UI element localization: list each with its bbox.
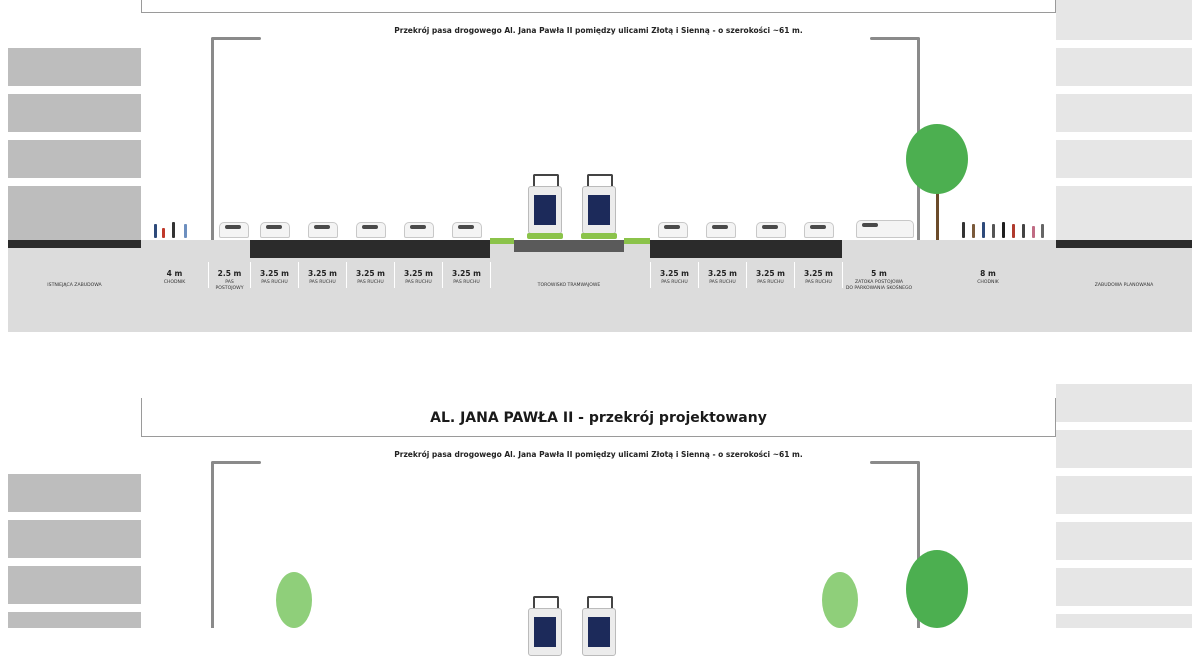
segment-width: 3.25 m xyxy=(308,269,337,278)
segment-width: 5 m xyxy=(871,269,887,278)
segment-width: 8 m xyxy=(980,269,996,278)
pedestrian-icon xyxy=(1032,226,1035,238)
car-icon xyxy=(308,222,338,238)
lamp-arm-left xyxy=(211,37,261,40)
tree-crown-left xyxy=(276,572,312,628)
pedestrian-icon xyxy=(962,222,965,238)
building-left-block-5 xyxy=(8,474,141,512)
zone-label-right: ZABUDOWA PLANOWANA xyxy=(1094,283,1154,288)
building-right-block-10 xyxy=(1056,568,1192,606)
car-icon xyxy=(706,222,736,238)
building-right-block-11 xyxy=(1056,614,1192,628)
tree-crown-right xyxy=(906,124,968,194)
building-left-block-3 xyxy=(8,140,141,178)
tree-crown-middle-right xyxy=(822,572,858,628)
building-left-block-2 xyxy=(8,94,141,132)
pedestrian-icon xyxy=(982,222,985,238)
suv-icon xyxy=(856,220,914,238)
building-right-block-8 xyxy=(1056,476,1192,514)
projected-frame-left xyxy=(141,398,142,436)
building-right-block-7 xyxy=(1056,430,1192,468)
building-right-block-9 xyxy=(1056,522,1192,560)
building-left-block-1 xyxy=(8,48,141,86)
segment-name: ZATOKA POSTOJOWA DO PARKOWANIA SKOŚNEGO xyxy=(845,280,913,291)
pedestrian-icon xyxy=(1002,222,1005,238)
pedestrian-icon xyxy=(972,224,975,238)
segment-name: PAS RUCHU xyxy=(261,280,288,285)
segment-width: 2.5 m xyxy=(217,269,242,278)
pedestrian-icon xyxy=(184,224,187,238)
tram-green-strip-right xyxy=(624,238,650,244)
car-icon xyxy=(452,222,482,238)
segment-width: 3.25 m xyxy=(452,269,481,278)
segment-divider xyxy=(490,262,491,288)
existing-subtitle: Przekrój pasa drogowego Al. Jana Pawła II pomiędzy ulicami Złotą i Sienną - o szerokości ~61 m. xyxy=(394,26,803,35)
segment-name: CHODNIK xyxy=(977,280,999,285)
projected-frame-right xyxy=(1055,398,1056,436)
tram-track-bed xyxy=(514,240,624,252)
segment-width: 3.25 m xyxy=(660,269,689,278)
car-icon xyxy=(658,222,688,238)
tree-crown-right xyxy=(906,550,968,628)
segment-name: PAS RUCHU xyxy=(357,280,384,285)
segment-name: PAS POSTOJOWY xyxy=(215,280,244,291)
lamp-pole-left xyxy=(211,462,214,628)
projected-title: AL. JANA PAWŁA II - przekrój projektowany xyxy=(430,410,767,426)
top-frame-right xyxy=(1055,0,1056,12)
car-icon xyxy=(804,222,834,238)
pedestrian-icon xyxy=(1041,224,1044,238)
projected-frame-line xyxy=(141,436,1056,437)
segment-name: PAS RUCHU xyxy=(757,280,784,285)
top-frame-left xyxy=(141,0,142,12)
building-right-block-6 xyxy=(1056,384,1192,422)
lamp-arm-right xyxy=(870,37,920,40)
segment-name: PAS RUCHU xyxy=(661,280,688,285)
segment-name: PAS RUCHU xyxy=(309,280,336,285)
building-right-block-2 xyxy=(1056,48,1192,86)
carriageway-left xyxy=(250,240,490,258)
tram-zone-label: TOROWISKO TRAMWAJOWE xyxy=(537,283,601,288)
curb-strip-right xyxy=(1056,240,1192,248)
tram-green-strip-left xyxy=(490,238,514,244)
top-frame-line xyxy=(141,12,1056,13)
segment-width: 3.25 m xyxy=(260,269,289,278)
segment-name: CHODNIK xyxy=(163,280,186,285)
pedestrian-icon xyxy=(162,228,165,238)
building-left-block-7 xyxy=(8,566,141,604)
pedestrian-icon xyxy=(1022,224,1025,238)
pedestrian-icon xyxy=(1012,224,1015,238)
pedestrian-icon xyxy=(172,222,175,238)
building-right-block-3 xyxy=(1056,94,1192,132)
projected-subtitle: Przekrój pasa drogowego Al. Jana Pawła II pomiędzy ulicami Złotą i Sienną - o szerokości ~61 m. xyxy=(394,450,803,459)
segment-width: 3.25 m xyxy=(708,269,737,278)
car-icon xyxy=(356,222,386,238)
segment-name: PAS RUCHU xyxy=(805,280,832,285)
segment-name: PAS RUCHU xyxy=(453,280,480,285)
zone-label-left: ISTNIEJĄCA ZABUDOWA xyxy=(47,283,102,288)
building-left-block-4 xyxy=(8,186,141,240)
segment-name: PAS RUCHU xyxy=(405,280,432,285)
tram-icon xyxy=(582,186,616,234)
segment-width: 3.25 m xyxy=(756,269,785,278)
car-icon xyxy=(260,222,290,238)
tram-icon xyxy=(528,608,562,656)
tram-icon xyxy=(582,608,616,656)
building-right-block-1 xyxy=(1056,0,1192,40)
curb-strip-left xyxy=(8,240,141,248)
building-right-block-4 xyxy=(1056,140,1192,178)
segment-width: 4 m xyxy=(166,269,183,278)
car-icon xyxy=(219,222,249,238)
building-left-block-6 xyxy=(8,520,141,558)
segment-name: PAS RUCHU xyxy=(709,280,736,285)
lamp-arm-right xyxy=(870,461,920,464)
segment-width: 3.25 m xyxy=(404,269,433,278)
pedestrian-icon xyxy=(154,224,157,238)
lamp-pole-left xyxy=(211,38,214,242)
lamp-arm-left xyxy=(211,461,261,464)
pedestrian-icon xyxy=(992,224,995,238)
building-right-block-5 xyxy=(1056,186,1192,240)
carriageway-right xyxy=(650,240,842,258)
car-icon xyxy=(756,222,786,238)
building-left-block-8 xyxy=(8,612,141,628)
segment-width: 3.25 m xyxy=(356,269,385,278)
tram-icon xyxy=(528,186,562,234)
segment-width: 3.25 m xyxy=(804,269,833,278)
car-icon xyxy=(404,222,434,238)
